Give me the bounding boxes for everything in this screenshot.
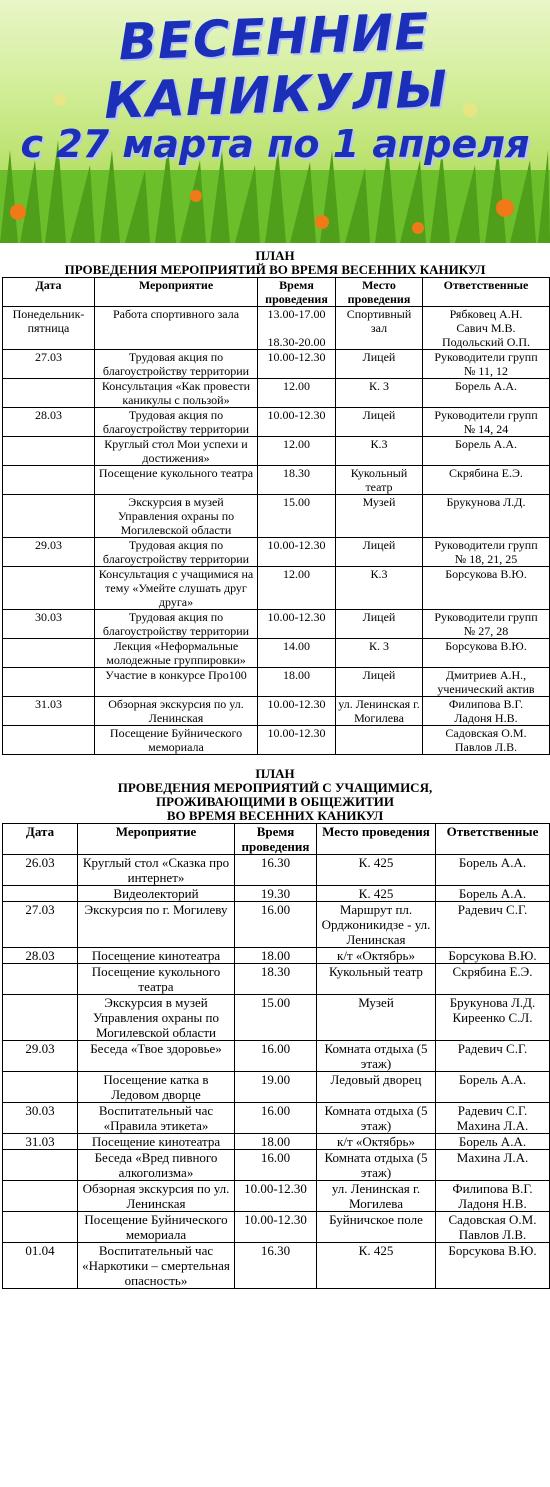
cell-place: Спортивный зал [336,307,423,350]
cell-place: Маршрут пл. Орджоникидзе - ул. Ленинская [317,902,436,948]
banner-title: ВЕСЕННИЕ КАНИКУЛЫ [103,2,449,130]
cell-resp: Садовская О.М. Павлов Л.В. [436,1212,550,1243]
plan2-subheading-2: ПРОЖИВАЮЩИМИ В ОБЩЕЖИТИИ [155,794,395,809]
cell-resp: Радевич С.Г. [436,1041,550,1072]
cell-resp: Филипова В.Г. Ладоня Н.В. [436,1181,550,1212]
table-row [3,466,550,495]
cell-date [3,639,95,668]
cell-event: Посещение кукольного театра [78,964,235,995]
table-row [3,538,550,567]
cell-time: 18.30 [235,964,317,995]
cell-event: Трудовая акция по благоустройству территории [95,408,258,437]
table-row [3,1041,550,1072]
table-row [3,726,550,755]
cell-event: Беседа «Твое здоровье» [78,1041,235,1072]
cell-event: Трудовая акция по благоустройству территории [95,350,258,379]
cell-place: Лицей [336,408,423,437]
cell-event: Посещение кинотеатра [78,1134,235,1150]
cell-place: ул. Ленинская г. Могилева [336,697,423,726]
cell-place: К. 425 [317,1243,436,1289]
table-row [3,408,550,437]
cell-place: Лицей [336,610,423,639]
column-header: Ответственные [423,278,550,307]
cell-event: Воспитательный час «Правила этикета» [78,1103,235,1134]
cell-resp: Рябковец А.Н. Савич М.В. Подольский О.П. [423,307,550,350]
table-row [3,995,550,1041]
cell-resp: Борсукова В.Ю. [436,1243,550,1289]
cell-date [3,995,78,1041]
table-row [3,1181,550,1212]
cell-time: 18.00 [235,948,317,964]
cell-place: Кукольный театр [336,466,423,495]
cell-place: К.3 [336,437,423,466]
cell-event: Работа спортивного зала [95,307,258,350]
table-row [3,1212,550,1243]
cell-event: Видеолекторий [78,886,235,902]
cell-time: 10.00-12.30 [258,610,336,639]
cell-place: К. 3 [336,639,423,668]
cell-event: Экскурсия по г. Могилеву [78,902,235,948]
cell-event: Обзорная экскурсия по ул. Ленинская [95,697,258,726]
cell-resp: Радевич С.Г. [436,902,550,948]
cell-resp: Скрябина Е.Э. [423,466,550,495]
cell-time: 16.00 [235,1150,317,1181]
table-row [3,855,550,886]
table-header-row [3,824,550,855]
cell-date [3,495,95,538]
cell-time: 12.00 [258,379,336,408]
cell-date: 01.04 [3,1243,78,1289]
cell-date [3,886,78,902]
cell-date: 28.03 [3,408,95,437]
cell-time: 14.00 [258,639,336,668]
cell-date: 29.03 [3,538,95,567]
header-banner [0,0,550,243]
cell-event: Экскурсия в музей Управления охраны по Могилевской области [78,995,235,1041]
table-row [3,1134,550,1150]
cell-place: Ледовый дворец [317,1072,436,1103]
cell-place: Комната отдыха (5 этаж) [317,1150,436,1181]
cell-place: К. 425 [317,855,436,886]
table-row [3,964,550,995]
cell-date: 31.03 [3,1134,78,1150]
cell-time: 18.00 [258,668,336,697]
banner-dates: с 27 марта по 1 апреля [20,122,530,166]
cell-resp: Руководители групп № 14, 24 [423,408,550,437]
plan1-subheading: ПРОВЕДЕНИЯ МЕРОПРИЯТИЙ ВО ВРЕМЯ ВЕСЕННИХ КАНИКУЛ [64,262,486,277]
table-row [3,697,550,726]
table-row [3,639,550,668]
cell-event: Участие в конкурсе Про100 [95,668,258,697]
table-row [3,1243,550,1289]
cell-time: 16.30 [235,855,317,886]
cell-time: 10.00-12.30 [235,1181,317,1212]
table-row [3,610,550,639]
cell-resp: Брукунова Л.Д. Киреенко С.Л. [436,995,550,1041]
cell-date: Понедельник-пятница [3,307,95,350]
cell-time: 19.00 [235,1072,317,1103]
cell-date: 26.03 [3,855,78,886]
table-row [3,495,550,538]
cell-date [3,1212,78,1243]
cell-event: Посещение Буйнического мемориала [95,726,258,755]
column-header: Дата [3,824,78,855]
cell-place: К. 3 [336,379,423,408]
cell-date: 27.03 [3,902,78,948]
cell-time: 12.00 [258,437,336,466]
cell-place: К.3 [336,567,423,610]
cell-event: Посещение кинотеатра [78,948,235,964]
cell-resp: Борель А.А. [436,886,550,902]
cell-event: Воспитательный час «Наркотики – смертельная опасность» [78,1243,235,1289]
table-row [3,379,550,408]
cell-resp: Филипова В.Г. Ладоня Н.В. [423,697,550,726]
cell-resp: Борсукова В.Ю. [423,639,550,668]
cell-resp: Махина Л.А. [436,1150,550,1181]
table-row [3,1103,550,1134]
plan2-subheading-1: ПРОВЕДЕНИЯ МЕРОПРИЯТИЙ С УЧАЩИМИСЯ, [117,780,433,795]
cell-resp: Борель А.А. [423,379,550,408]
plan1-table [2,277,550,755]
cell-date [3,1150,78,1181]
cell-date [3,964,78,995]
cell-resp: Скрябина Е.Э. [436,964,550,995]
plan2-heading: ПЛАН [255,766,295,781]
cell-date: 28.03 [3,948,78,964]
table-row [3,1072,550,1103]
cell-event: Посещение катка в Ледовом дворце [78,1072,235,1103]
column-header: Мероприятие [78,824,235,855]
column-header: Время проведения [235,824,317,855]
cell-time: 16.00 [235,902,317,948]
cell-date [3,379,95,408]
cell-time: 13.00-17.00 18.30-20.00 [258,307,336,350]
cell-time: 10.00-12.30 [258,538,336,567]
column-header: Место проведения [336,278,423,307]
cell-time: 18.00 [235,1134,317,1150]
cell-event: Трудовая акция по благоустройству территории [95,538,258,567]
cell-place: Буйничское поле [317,1212,436,1243]
table-row [3,307,550,350]
cell-place [336,726,423,755]
cell-time: 10.00-12.30 [258,350,336,379]
column-header: Ответственные [436,824,550,855]
cell-time: 10.00-12.30 [258,408,336,437]
cell-resp: Борсукова В.Ю. [436,948,550,964]
table-header-row [3,278,550,307]
cell-event: Консультация с учащимися на тему «Умейте слушать друг друга» [95,567,258,610]
cell-date: 29.03 [3,1041,78,1072]
cell-resp: Брукунова Л.Д. [423,495,550,538]
cell-resp: Борель А.А. [436,1072,550,1103]
cell-date [3,1181,78,1212]
cell-place: к/т «Октябрь» [317,948,436,964]
cell-place: К. 425 [317,886,436,902]
cell-date: 27.03 [3,350,95,379]
cell-event: Обзорная экскурсия по ул. Ленинская [78,1181,235,1212]
cell-place: Музей [317,995,436,1041]
cell-time: 10.00-12.30 [235,1212,317,1243]
cell-place: Кукольный театр [317,964,436,995]
cell-date: 31.03 [3,697,95,726]
cell-time: 18.30 [258,466,336,495]
cell-resp: Борель А.А. [423,437,550,466]
column-header: Место проведения [317,824,436,855]
cell-resp: Радевич С.Г. Махина Л.А. [436,1103,550,1134]
plan2-subheading-3: ВО ВРЕМЯ ВЕСЕННИХ КАНИКУЛ [166,808,384,823]
column-header: Дата [3,278,95,307]
cell-date [3,437,95,466]
cell-date [3,567,95,610]
cell-date [3,466,95,495]
plan1-heading: ПЛАН [255,248,295,263]
cell-place: Музей [336,495,423,538]
cell-time: 16.00 [235,1041,317,1072]
table-row [3,350,550,379]
cell-place: Комната отдыха (5 этаж) [317,1041,436,1072]
table-row [3,886,550,902]
table-row [3,437,550,466]
cell-event: Экскурсия в музей Управления охраны по Могилевской области [95,495,258,538]
table-row [3,668,550,697]
cell-event: Круглый стол Мои успехи и достижения» [95,437,258,466]
cell-resp: Борель А.А. [436,1134,550,1150]
column-header: Время проведения [258,278,336,307]
cell-place: к/т «Октябрь» [317,1134,436,1150]
cell-date [3,726,95,755]
cell-resp: Садовская О.М. Павлов Л.В. [423,726,550,755]
cell-date [3,1072,78,1103]
cell-event: Консультация «Как провести каникулы с пользой» [95,379,258,408]
cell-resp: Руководители групп № 18, 21, 25 [423,538,550,567]
cell-resp: Дмитриев А.Н., ученический актив [423,668,550,697]
cell-place: Лицей [336,350,423,379]
table-row [3,948,550,964]
cell-date: 30.03 [3,610,95,639]
cell-date: 30.03 [3,1103,78,1134]
cell-time: 16.30 [235,1243,317,1289]
cell-time: 16.00 [235,1103,317,1134]
cell-event: Круглый стол «Сказка про интернет» [78,855,235,886]
cell-resp: Борсукова В.Ю. [423,567,550,610]
cell-place: Комната отдыха (5 этаж) [317,1103,436,1134]
cell-resp: Борель А.А. [436,855,550,886]
cell-event: Трудовая акция по благоустройству территории [95,610,258,639]
cell-place: Лицей [336,668,423,697]
cell-time: 10.00-12.30 [258,726,336,755]
cell-event: Посещение Буйнического мемориала [78,1212,235,1243]
cell-time: 10.00-12.30 [258,697,336,726]
cell-time: 15.00 [235,995,317,1041]
cell-resp: Руководители групп № 11, 12 [423,350,550,379]
cell-resp: Руководители групп № 27, 28 [423,610,550,639]
cell-event: Беседа «Вред пивного алкоголизма» [78,1150,235,1181]
column-header: Мероприятие [95,278,258,307]
cell-date [3,668,95,697]
table-row [3,1150,550,1181]
cell-time: 12.00 [258,567,336,610]
cell-place: Лицей [336,538,423,567]
table-row [3,902,550,948]
cell-event: Лекция «Неформальные молодежные группировки» [95,639,258,668]
cell-time: 19.30 [235,886,317,902]
plan2-table [2,823,550,1289]
table-row [3,567,550,610]
cell-event: Посещение кукольного театра [95,466,258,495]
cell-place: ул. Ленинская г. Могилева [317,1181,436,1212]
cell-time: 15.00 [258,495,336,538]
